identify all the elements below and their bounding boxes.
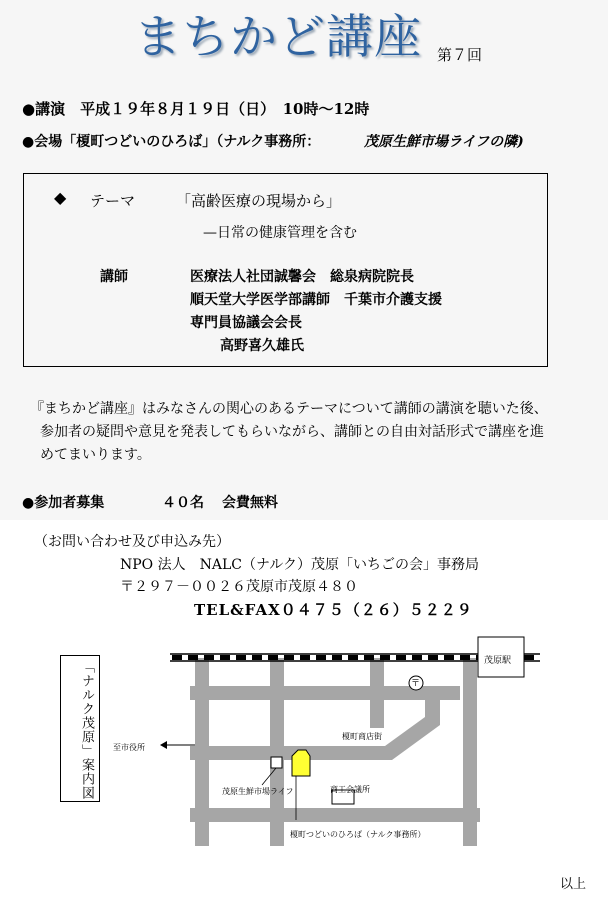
contact-tel: TEL&FAX０４７５（２６）５２２９ <box>194 601 473 619</box>
diamond-icon: ◆ <box>54 188 67 207</box>
recruit-count: ４０名 <box>162 495 204 511</box>
venue-building <box>292 750 310 776</box>
venue-label: 榎町つどいのひろば（ナルク事務所） <box>290 830 426 839</box>
road-shopping-street <box>190 700 440 760</box>
lecturer-name: 高野喜久雄氏 <box>220 338 304 354</box>
description-line: 『まちかど講座』はみなさんの関心のあるテーマについて講師の講演を聴いた後、 <box>30 401 548 417</box>
lecturer-line: 医療法人社団誠馨会 総泉病院院長 <box>190 269 414 285</box>
recruit-fee: 会費無料 <box>222 495 278 511</box>
city-hall-label: 至市役所 <box>113 743 145 752</box>
venue-detail: 茂原生鮮市場ライフの隣) <box>364 134 524 150</box>
shopping-street-label: 榎町商店街 <box>342 732 382 741</box>
page-title: まちかど講座 <box>134 10 422 65</box>
station-label: 茂原駅 <box>484 656 512 666</box>
chamber-label: 商工会議所 <box>330 785 370 794</box>
description-line: 参加者の疑問や意見を発表してもらいながら、講師との自由対話形式で講座を進 <box>40 424 544 440</box>
road-horizontal-lower <box>190 808 480 822</box>
lecturer-label: 講師 <box>100 269 128 285</box>
venue-line: ●会場「榎町つどいのひろば」（ナルク事務所： <box>22 134 321 150</box>
volume-number: 第７回 <box>437 46 483 64</box>
map-guide-title: 「ナルク茂原」案内図 <box>79 660 94 800</box>
market-building <box>271 757 282 768</box>
market-label: 茂原生鮮市場ライフ <box>222 787 294 796</box>
contact-org: NPO 法人 NALC（ナルク）茂原「いちごの会」事務局 <box>120 557 479 573</box>
post-office-mark: 〒 <box>411 679 421 689</box>
theme-title: 「高齢医療の現場から」 <box>176 192 342 210</box>
theme-subtitle: —日常の健康管理を含む <box>203 225 357 241</box>
contact-address: 〒２９７－００２６茂原市茂原４８０ <box>120 579 358 595</box>
lecturer-line: 順天堂大学医学部講師 千葉市介護支援 <box>190 292 442 308</box>
arrow-left-icon <box>160 741 167 749</box>
end-mark: 以上 <box>560 877 587 892</box>
theme-label: テーマ <box>90 192 136 210</box>
lecture-line: ●講演 平成１９年８月１９日（日） 10時～12時 <box>22 100 370 118</box>
contact-heading: （お問い合わせ及び申込み先） <box>34 534 230 550</box>
lecturer-line: 専門員協議会会長 <box>190 315 302 331</box>
description-line: めてまいります。 <box>40 447 151 463</box>
recruit-label: ●参加者募集 <box>22 495 105 511</box>
